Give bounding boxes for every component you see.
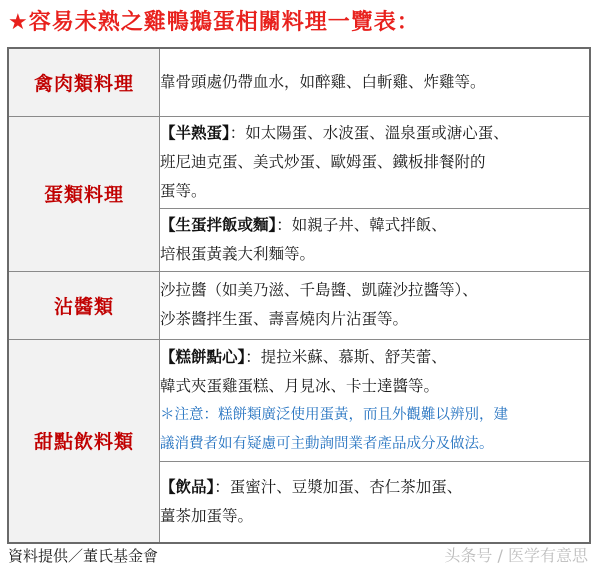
watermark: 头条号 / 医学有意思 bbox=[444, 546, 588, 565]
note-line: ＊注意：糕餅類廣泛使用蛋黃，而且外觀難以辨別，建 bbox=[160, 406, 508, 423]
text-fragment: ：如親子丼、韓式拌飯、 bbox=[276, 216, 447, 234]
text-line: 靠骨頭處仍帶血水，如醉雞、白斬雞、炸雞等。 bbox=[160, 72, 486, 91]
description-soft-boiled bbox=[160, 116, 591, 208]
text-line: 韓式夾蛋雞蛋糕、月見冰、卡士達醬等。 bbox=[160, 376, 440, 395]
text-line bbox=[160, 118, 589, 148]
description-dessert bbox=[160, 339, 591, 461]
subheading: 【生蛋拌飯或麵】 bbox=[160, 215, 277, 234]
subheading: 【糕餅點心】 bbox=[160, 346, 246, 366]
table-row bbox=[8, 116, 590, 208]
text-line: 薑茶加蛋等。 bbox=[160, 507, 254, 526]
table-row bbox=[8, 271, 590, 339]
text-fragment: ：提拉米蘇、慕斯、舒芙蕾、 bbox=[245, 347, 447, 366]
description-sauce bbox=[160, 271, 591, 339]
text-fragment: ：如太陽蛋、水波蛋、溫泉蛋或溏心蛋、 bbox=[229, 124, 509, 142]
category-dessert-drink: 甜點飲料類 bbox=[8, 339, 160, 543]
text-fragment: ：蛋蜜汁、豆漿加蛋、杏仁茶加蛋、 bbox=[214, 478, 463, 497]
text-line: 蛋等。 bbox=[160, 182, 207, 200]
table-row bbox=[8, 339, 590, 461]
dish-table bbox=[7, 47, 591, 544]
subheading: 【飲品】 bbox=[160, 477, 215, 497]
note-line: 議消費者如有疑慮可主動詢問業者產品成分及做法。 bbox=[160, 435, 494, 452]
description-drink bbox=[160, 461, 591, 543]
text-line bbox=[160, 472, 589, 502]
text-line bbox=[160, 342, 589, 372]
subheading: 【半熟蛋】 bbox=[160, 123, 230, 142]
text-line: 沙茶醬拌生蛋、壽喜燒肉片沾蛋等。 bbox=[160, 310, 409, 328]
text-line: 培根蛋黃義大利麵等。 bbox=[160, 245, 316, 263]
category-sauce: 沾醬類 bbox=[8, 271, 160, 339]
description-poultry bbox=[160, 48, 591, 116]
text-line: 沙拉醬（如美乃滋、千島醬、凱薩沙拉醬等）、 bbox=[160, 281, 478, 299]
source-credit: 資料提供／董氏基金會 bbox=[8, 547, 159, 565]
text-line bbox=[160, 210, 589, 240]
table-row bbox=[8, 48, 590, 116]
text-line: 班尼迪克蛋、美式炒蛋、歐姆蛋、鐵板排餐附的 bbox=[160, 153, 486, 171]
category-egg: 蛋類料理 bbox=[8, 116, 160, 271]
page-title: ★容易未熟之雞鴨鵝蛋相關料理一覽表： bbox=[8, 10, 420, 35]
category-poultry: 禽肉類料理 bbox=[8, 48, 160, 116]
description-raw-egg bbox=[160, 208, 591, 271]
